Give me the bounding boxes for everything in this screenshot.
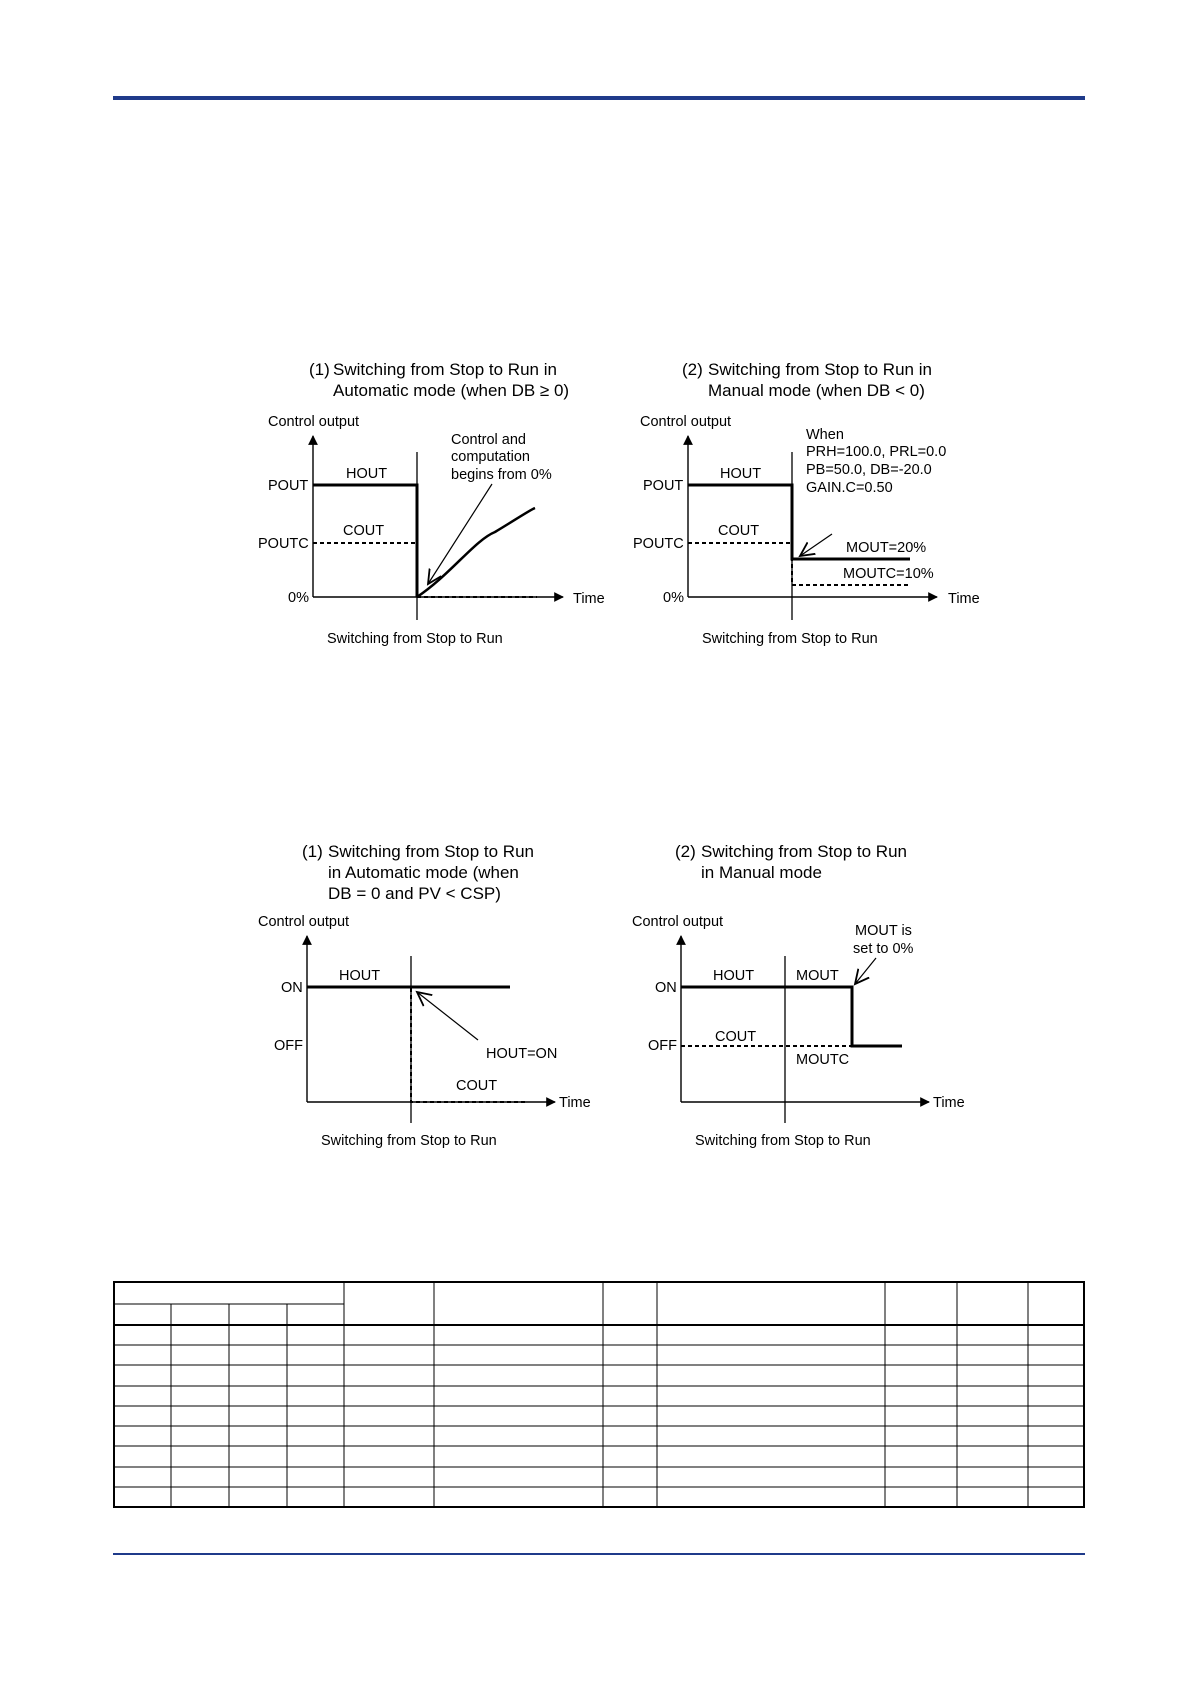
top-p1-hout-label: HOUT	[346, 466, 388, 482]
top-p2-y-axis-label: Control output	[640, 414, 732, 430]
top-p2-title-line2: Manual mode (when DB < 0)	[708, 381, 925, 400]
bot-p2-mout-label: MOUT	[796, 968, 839, 984]
top-p1-caption: Switching from Stop to Run	[327, 631, 503, 647]
bot-p1-title-line3: DB = 0 and PV < CSP)	[328, 884, 501, 903]
top-p2-when-arrow	[800, 534, 832, 556]
bot-p1-cout-label: COUT	[456, 1078, 498, 1094]
bot-p2-title-num: (2)	[675, 842, 696, 861]
top-p1-note-line2: computation	[451, 449, 530, 465]
top-p1-title-line2: Automatic mode (when DB ≥ 0)	[333, 381, 570, 400]
bot-p2-mout-note-line1: MOUT is	[855, 923, 912, 939]
top-panel2	[633, 360, 980, 647]
bot-p1-title-line2: in Automatic mode (when	[328, 863, 519, 882]
bot-p2-mout-note-line2: set to 0%	[853, 941, 914, 957]
top-p2-pout-label: POUT	[643, 478, 684, 494]
bot-p2-cout-label: COUT	[715, 1029, 757, 1045]
bot-p1-hout-on-arrow	[417, 992, 478, 1040]
bot-p2-mout-note-arrow	[855, 958, 876, 984]
top-p1-pout-label: POUT	[268, 478, 309, 494]
bot-p1-hout-on-label: HOUT=ON	[486, 1046, 558, 1062]
top-p2-cout-label: COUT	[718, 523, 760, 539]
top-p1-cout-label: COUT	[343, 523, 385, 539]
bot-p1-caption: Switching from Stop to Run	[321, 1133, 497, 1149]
bot-p2-on-label: ON	[655, 980, 677, 996]
top-p1-hout-trace	[313, 485, 417, 597]
top-p2-when-line4: GAIN.C=0.50	[806, 480, 893, 496]
bot-p1-y-axis-label: Control output	[258, 914, 350, 930]
top-p1-time-label: Time	[573, 591, 605, 607]
top-p1-note-arrow	[428, 484, 492, 584]
top-p1-title-num: (1)	[309, 360, 330, 379]
bot-p2-hout-label: HOUT	[713, 968, 755, 984]
top-p2-poutc-label: POUTC	[633, 536, 684, 552]
top-p1-note-line1: Control and	[451, 432, 526, 448]
top-p2-title-line1: Switching from Stop to Run in	[708, 360, 932, 379]
bot-p1-title-line1: Switching from Stop to Run	[328, 842, 534, 861]
bottom-panel1	[258, 842, 591, 1149]
bot-p1-time-label: Time	[559, 1095, 591, 1111]
top-p1-title-line1: Switching from Stop to Run in	[333, 360, 557, 379]
bot-p2-time-label: Time	[933, 1095, 965, 1111]
top-p1-ramp-curve	[417, 508, 535, 597]
top-p1-note-line3: begins from 0%	[451, 467, 552, 483]
top-p2-mout-label: MOUT=20%	[846, 540, 927, 556]
top-p2-when-line3: PB=50.0, DB=-20.0	[806, 462, 932, 478]
top-p2-title-num: (2)	[682, 360, 703, 379]
bot-p2-y-axis-label: Control output	[632, 914, 724, 930]
top-p1-y-axis-label: Control output	[268, 414, 360, 430]
top-panel1	[258, 360, 605, 647]
top-p1-zero-label: 0%	[288, 590, 309, 606]
bot-p2-moutc-label: MOUTC	[796, 1052, 850, 1068]
bot-p1-off-label: OFF	[274, 1038, 303, 1054]
bot-p2-title-line2: in Manual mode	[701, 863, 822, 882]
bot-p2-off-label: OFF	[648, 1038, 677, 1054]
top-p2-when-line1: When	[806, 427, 844, 443]
top-p2-zero-label: 0%	[663, 590, 684, 606]
top-p2-hout-label: HOUT	[720, 466, 762, 482]
bot-p1-title-num: (1)	[302, 842, 323, 861]
bottom-panel2	[632, 842, 965, 1149]
bot-p2-title-line1: Switching from Stop to Run	[701, 842, 907, 861]
bot-p1-hout-label: HOUT	[339, 968, 381, 984]
parameter-table-grid	[114, 1282, 1084, 1507]
bot-p1-on-label: ON	[281, 980, 303, 996]
top-p2-time-label: Time	[948, 591, 980, 607]
top-p1-poutc-label: POUTC	[258, 536, 309, 552]
bot-p2-caption: Switching from Stop to Run	[695, 1133, 871, 1149]
top-p2-when-line2: PRH=100.0, PRL=0.0	[806, 444, 947, 460]
table-frame	[114, 1282, 1084, 1507]
top-p2-caption: Switching from Stop to Run	[702, 631, 878, 647]
top-p2-moutc-label: MOUTC=10%	[843, 566, 934, 582]
